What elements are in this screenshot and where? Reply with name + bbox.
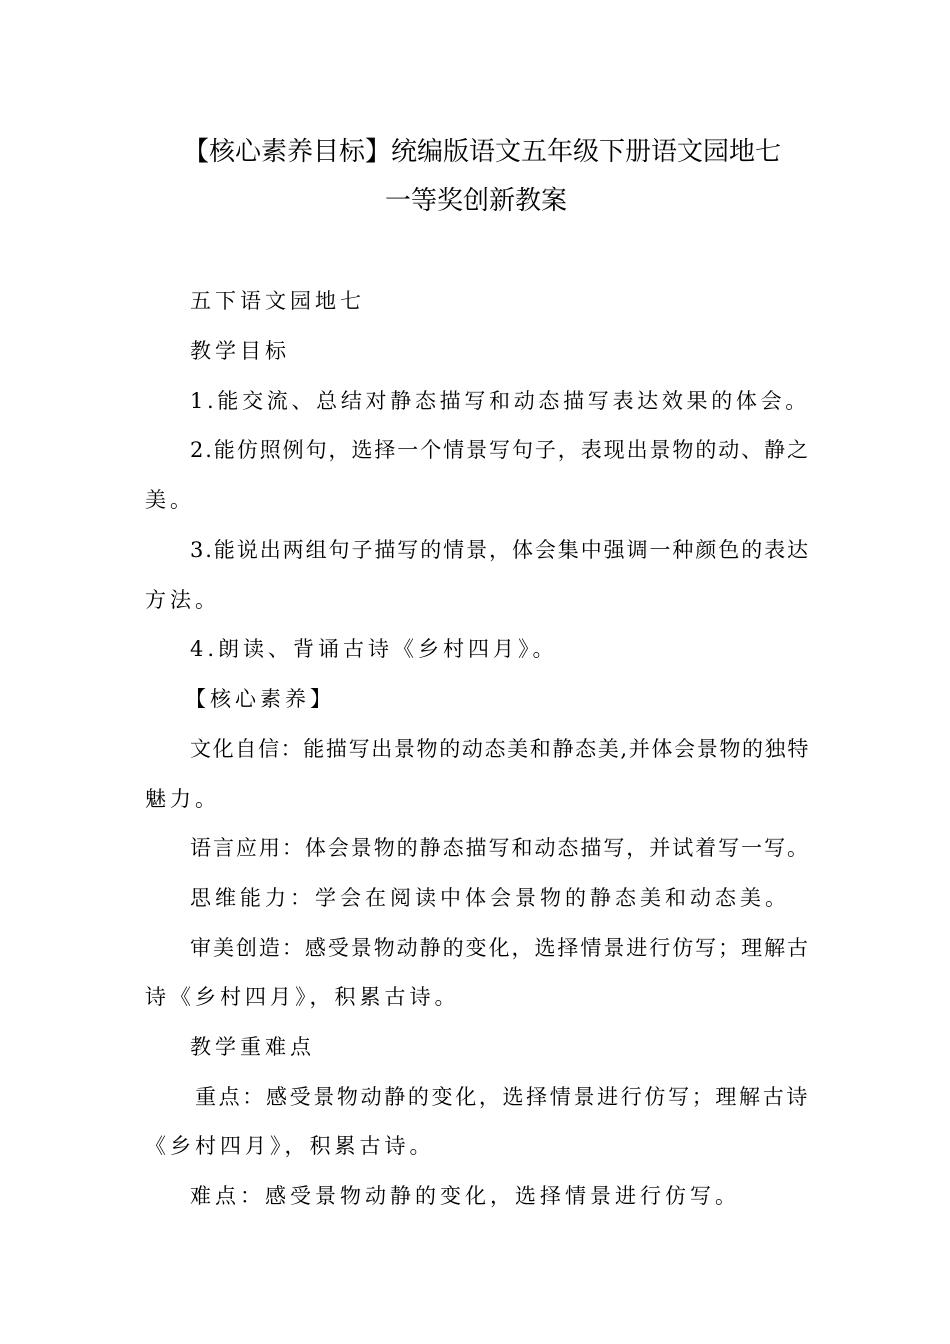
paragraph-line: 4.朗读、背诵古诗《乡村四月》。 bbox=[190, 637, 558, 661]
paragraph-line: 《乡村四月》，积累古诗。 bbox=[145, 1134, 435, 1158]
paragraph-line: 语言应用：体会景物的静态描写和动态描写，并试着写一写。 bbox=[190, 836, 810, 860]
paragraph-line: 重点：感受景物动静的变化，选择情景进行仿写；理解古诗 bbox=[195, 1085, 810, 1109]
section-heading: 教学重难点 bbox=[190, 1035, 315, 1059]
paragraph-line: 难点：感受景物动静的变化，选择情景进行仿写。 bbox=[190, 1184, 740, 1208]
paragraph-line: 思维能力：学会在阅读中体会景物的静态美和动态美。 bbox=[190, 886, 790, 910]
paragraph-line: 2.能仿照例句，选择一个情景写句子，表现出景物的动、静之 bbox=[190, 438, 810, 462]
paragraph-line: 诗《乡村四月》，积累古诗。 bbox=[145, 985, 460, 1009]
paragraph-line: 审美创造：感受景物动静的变化，选择情景进行仿写；理解古 bbox=[190, 936, 810, 960]
paragraph-line: 美。 bbox=[145, 488, 195, 512]
document-title-line-1: 【核心素养目标】统编版语文五年级下册语文园地七 bbox=[183, 137, 782, 167]
section-heading: 【核心素养】 bbox=[185, 687, 335, 711]
section-heading: 教学目标 bbox=[190, 339, 290, 363]
paragraph-line: 3.能说出两组句子描写的情景，体会集中强调一种颜色的表达 bbox=[190, 538, 810, 562]
section-heading: 五下语文园地七 bbox=[190, 289, 365, 313]
paragraph-line: 魅力。 bbox=[145, 787, 220, 811]
paragraph-line: 方法。 bbox=[145, 588, 220, 612]
paragraph-line: 1.能交流、总结对静态描写和动态描写表达效果的体会。 bbox=[190, 389, 810, 413]
document-title-line-2: 一等奖创新教案 bbox=[385, 186, 568, 216]
paragraph-line: 文化自信：能描写出景物的动态美和静态美,并体会景物的独特 bbox=[190, 737, 810, 761]
